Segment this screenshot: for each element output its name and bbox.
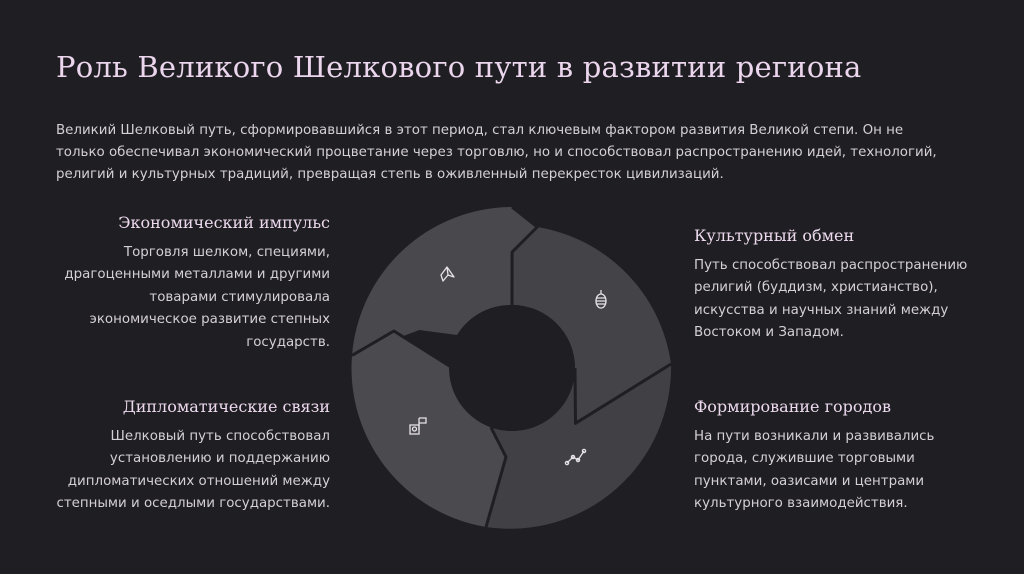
diplomatic-ties-text: Шелковый путь способствовал установлению и поддержанию дипломатических отношений между степными и оседлыми государствами. (56, 429, 330, 512)
page-title: Роль Великого Шелкового пути в развитии региона (56, 50, 862, 84)
cultural-exchange-text: Путь способствовал распространению религий (буддизм, христианство), искусства и научных знаний между Востоком и Западом. (694, 258, 968, 341)
city-formation-block (694, 397, 984, 516)
diplomatic-ties-title: Дипломатические связи (122, 397, 330, 416)
economic-impulse-text: Торговля шелком, специями, драгоценными металлами и другими товарами стимулировала экономическое развитие степных государств. (64, 245, 330, 350)
cycle-center (449, 305, 575, 431)
economic-impulse-block (40, 213, 330, 354)
cultural-exchange-block (694, 226, 984, 345)
economic-impulse-title: Экономический импульс (118, 213, 330, 232)
city-formation-title: Формирование городов (694, 397, 891, 416)
cycle-diagram (351, 207, 673, 529)
cultural-exchange-title: Культурный обмен (694, 226, 855, 245)
city-formation-text: На пути возникали и развивались города, служившие торговыми пунктами, оазисами и центрами культурного взаимодействия. (694, 429, 935, 512)
intro-paragraph: Великий Шелковый путь, сформировавшийся в этот период, стал ключевым фактором развития Великой степи. Он не только обеспечивал экономический процветание через торговлю, но и способствовал распространению идей, технологий, религий и культурных традиций, превращая степь в оживленный перекресток цивилизаций. (56, 123, 937, 182)
diplomatic-ties-block (40, 397, 330, 516)
